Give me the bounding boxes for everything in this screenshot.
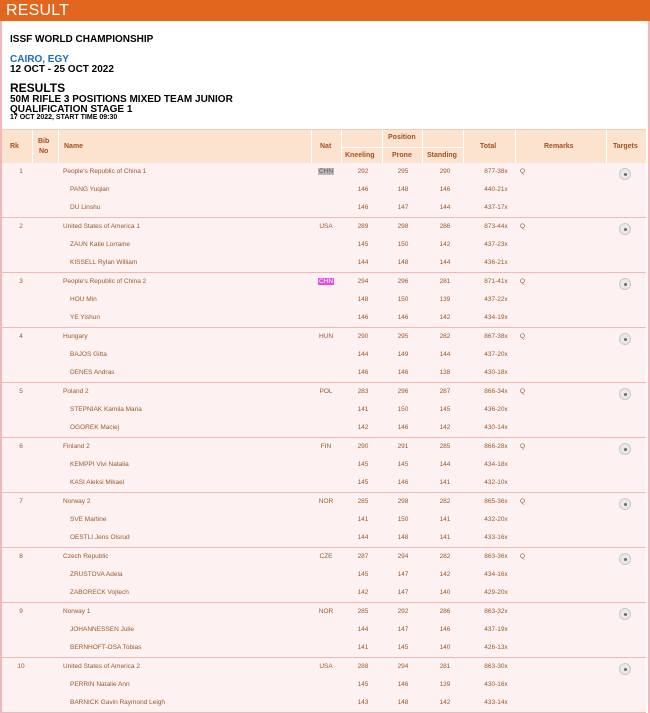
kneeling-score: 144 <box>357 259 369 266</box>
rank-cell: 2 <box>19 223 23 230</box>
total-score: 866-34x <box>484 388 508 395</box>
total-score: 432-10x <box>484 479 508 486</box>
nat-code: CZE <box>319 553 333 560</box>
prone-score: 145 <box>397 644 409 651</box>
target-icon[interactable] <box>619 168 631 180</box>
col-targets: Targets <box>613 143 638 150</box>
team-row <box>2 493 646 511</box>
athlete-name: KISSELL Rylan William <box>70 259 138 266</box>
col-position: Position <box>388 134 416 141</box>
prone-score: 150 <box>397 516 409 523</box>
nat-cell <box>312 223 340 230</box>
col-rk: Rk <box>10 143 19 150</box>
prone-score: 150 <box>397 241 409 248</box>
total-score: 863-30x <box>484 663 508 670</box>
prone-score: 147 <box>397 204 409 211</box>
team-row <box>2 603 646 621</box>
prone-score: 150 <box>397 406 409 413</box>
standing-score: 282 <box>439 498 451 505</box>
nat-code: FIN <box>320 443 332 450</box>
team-result-group <box>2 328 646 383</box>
team-name: Hungary <box>63 333 88 340</box>
total-score: 863-36x <box>484 553 508 560</box>
team-row <box>2 658 646 676</box>
rank-cell: 7 <box>19 498 23 505</box>
standing-score: 144 <box>439 461 451 468</box>
prone-score: 296 <box>397 388 409 395</box>
total-score: 436-21x <box>484 259 508 266</box>
team-name: Czech Republic <box>63 553 109 560</box>
athlete-name: BERNHOFT-OSA Tobias <box>70 644 142 651</box>
standing-score: 142 <box>439 571 451 578</box>
col-remarks: Remarks <box>544 143 574 150</box>
team-row <box>2 218 646 236</box>
nat-cell <box>312 278 340 285</box>
stage-name: QUALIFICATION STAGE 1 <box>10 104 133 115</box>
nat-cell <box>312 388 340 395</box>
standing-score: 287 <box>439 388 451 395</box>
prone-score: 298 <box>397 223 409 230</box>
athlete-row <box>2 309 646 327</box>
standing-score: 142 <box>439 314 451 321</box>
standing-score: 144 <box>439 259 451 266</box>
prone-score: 298 <box>397 498 409 505</box>
prone-score: 148 <box>397 534 409 541</box>
nat-code: NOR <box>318 608 334 615</box>
team-row <box>2 328 646 346</box>
total-score: 437-19x <box>484 626 508 633</box>
athlete-name: DENES Andras <box>70 369 115 376</box>
total-score: 436-20x <box>484 406 508 413</box>
kneeling-score: 144 <box>357 534 369 541</box>
prone-score: 150 <box>397 296 409 303</box>
athlete-name: JOHANNESSEN Julie <box>70 626 134 633</box>
start-time: 17 OCT 2022, START TIME 09:30 <box>10 114 118 121</box>
prone-score: 146 <box>397 314 409 321</box>
athlete-name: HOU Min <box>70 296 97 303</box>
prone-score: 292 <box>397 608 409 615</box>
rank-cell: 9 <box>19 608 23 615</box>
kneeling-score: 145 <box>357 241 369 248</box>
target-icon[interactable] <box>619 278 631 290</box>
nat-cell <box>312 663 340 670</box>
standing-score: 139 <box>439 296 451 303</box>
athlete-name: ZAUN Katie Lorraine <box>70 241 130 248</box>
total-score: 865-36x <box>484 498 508 505</box>
kneeling-score: 144 <box>357 351 369 358</box>
team-result-group <box>2 218 646 273</box>
total-score: 434-18x <box>484 461 508 468</box>
prone-score: 147 <box>397 626 409 633</box>
total-score: 433-14x <box>484 699 508 706</box>
kneeling-score: 148 <box>357 296 369 303</box>
kneeling-score: 143 <box>357 699 369 706</box>
total-score: 430-18x <box>484 369 508 376</box>
athlete-name: OESTLI Jens Olsrud <box>70 534 130 541</box>
athlete-name: OGOREK Maciej <box>70 424 120 431</box>
prone-score: 146 <box>397 369 409 376</box>
target-icon[interactable] <box>619 443 631 455</box>
rank-cell: 4 <box>19 333 23 340</box>
col-kneeling: Kneeling <box>345 152 375 159</box>
kneeling-score: 145 <box>357 479 369 486</box>
athlete-row <box>2 181 646 199</box>
kneeling-score: 146 <box>357 314 369 321</box>
kneeling-score: 146 <box>357 204 369 211</box>
nat-code: CHN <box>318 168 334 175</box>
standing-score: 281 <box>439 663 451 670</box>
team-row <box>2 548 646 566</box>
athlete-name: KEMPPI Vivi Natalia <box>70 461 129 468</box>
kneeling-score: 290 <box>357 443 369 450</box>
standing-score: 281 <box>439 278 451 285</box>
target-icon[interactable] <box>619 663 631 675</box>
total-score: 433-16x <box>484 534 508 541</box>
team-row <box>2 383 646 401</box>
standing-score: 141 <box>439 516 451 523</box>
team-result-group <box>2 603 646 658</box>
kneeling-score: 146 <box>357 186 369 193</box>
table-header <box>2 129 646 163</box>
city-link[interactable]: CAIRO, EGY <box>10 54 69 65</box>
team-name: Norway 2 <box>63 498 91 505</box>
col-prone: Prone <box>392 152 412 159</box>
prone-score: 148 <box>397 699 409 706</box>
kneeling-score: 287 <box>357 553 369 560</box>
total-score: 437-23x <box>484 241 508 248</box>
prone-score: 148 <box>397 259 409 266</box>
athlete-row <box>2 456 646 474</box>
team-result-group <box>2 273 646 328</box>
athlete-name: DU Linshu <box>70 204 101 211</box>
results-heading: RESULTS <box>10 81 66 95</box>
rank-cell: 5 <box>19 388 23 395</box>
kneeling-score: 142 <box>357 424 369 431</box>
athlete-row <box>2 291 646 309</box>
kneeling-score: 289 <box>357 223 369 230</box>
kneeling-score: 285 <box>357 608 369 615</box>
remarks-cell: Q <box>520 278 526 285</box>
athlete-name: ZRUSTOVA Adela <box>70 571 123 578</box>
athlete-row <box>2 584 646 602</box>
target-icon[interactable] <box>619 498 631 510</box>
col-nat: Nat <box>320 143 332 150</box>
total-score: 429-20x <box>484 589 508 596</box>
kneeling-score: 294 <box>357 278 369 285</box>
kneeling-score: 285 <box>357 498 369 505</box>
col-bib: Bib <box>38 138 50 145</box>
athlete-row <box>2 401 646 419</box>
athlete-row <box>2 199 646 217</box>
remarks-cell: Q <box>520 223 526 230</box>
standing-score: 141 <box>439 534 451 541</box>
kneeling-score: 144 <box>357 626 369 633</box>
prone-score: 145 <box>397 461 409 468</box>
results-table <box>2 129 646 713</box>
standing-score: 144 <box>439 204 451 211</box>
target-icon[interactable] <box>619 608 631 620</box>
kneeling-score: 141 <box>357 644 369 651</box>
remarks-cell: Q <box>520 443 526 450</box>
prone-score: 294 <box>397 663 409 670</box>
target-icon[interactable] <box>619 223 631 235</box>
athlete-row <box>2 694 646 712</box>
team-result-group <box>2 438 646 493</box>
prone-score: 296 <box>397 278 409 285</box>
prone-score: 148 <box>397 186 409 193</box>
prone-score: 146 <box>397 681 409 688</box>
athlete-name: BARNICK Gavin Raymond Leigh <box>70 699 166 706</box>
team-row <box>2 438 646 456</box>
total-score: 430-14x <box>484 424 508 431</box>
total-score: 434-16x <box>484 571 508 578</box>
team-name: United States of America 1 <box>63 223 140 230</box>
standing-score: 145 <box>439 406 451 413</box>
athlete-name: KASI Aleksi Mikael <box>70 479 125 486</box>
team-result-group <box>2 493 646 548</box>
team-row <box>2 163 646 181</box>
event-dates: 12 OCT - 25 OCT 2022 <box>10 64 114 75</box>
standing-score: 144 <box>439 351 451 358</box>
remarks-cell: Q <box>520 388 526 395</box>
standing-score: 146 <box>439 186 451 193</box>
prone-score: 146 <box>397 479 409 486</box>
remarks-cell: Q <box>520 498 526 505</box>
team-name: Finland 2 <box>63 443 90 450</box>
nat-cell <box>312 333 340 340</box>
kneeling-score: 145 <box>357 571 369 578</box>
target-icon[interactable] <box>619 333 631 345</box>
prone-score: 291 <box>397 443 409 450</box>
kneeling-score: 141 <box>357 516 369 523</box>
total-score: 437-22x <box>484 296 508 303</box>
total-score: 866-28x <box>484 443 508 450</box>
standing-score: 286 <box>439 608 451 615</box>
athlete-row <box>2 254 646 272</box>
target-icon[interactable] <box>619 553 631 565</box>
col-name: Name <box>64 143 84 150</box>
total-score: 437-20x <box>484 351 508 358</box>
kneeling-score: 146 <box>357 369 369 376</box>
championship-title: ISSF WORLD CHAMPIONSHIP <box>10 34 154 45</box>
standing-score: 282 <box>439 553 451 560</box>
team-name: People's Republic of China 2 <box>63 278 147 285</box>
standing-score: 142 <box>439 699 451 706</box>
athlete-name: PERRIN Natalie Ann <box>70 681 130 688</box>
nat-cell <box>312 498 340 505</box>
standing-score: 286 <box>439 223 451 230</box>
team-result-group <box>2 383 646 438</box>
total-score: 437-17x <box>484 204 508 211</box>
athlete-row <box>2 676 646 694</box>
athlete-name: YE Yishun <box>70 314 100 321</box>
prone-score: 295 <box>397 168 409 175</box>
prone-score: 147 <box>397 589 409 596</box>
remarks-cell: Q <box>520 168 526 175</box>
kneeling-score: 145 <box>357 461 369 468</box>
athlete-row <box>2 511 646 529</box>
athlete-name: PANG Yuqian <box>70 186 110 193</box>
nat-code: USA <box>319 223 333 230</box>
total-score: 426-13x <box>484 644 508 651</box>
rank-cell: 3 <box>19 278 23 285</box>
nat-cell <box>312 553 340 560</box>
event-name: 50M RIFLE 3 POSITIONS MIXED TEAM JUNIOR <box>10 94 233 105</box>
rank-cell: 1 <box>19 168 23 175</box>
kneeling-score: 145 <box>357 681 369 688</box>
prone-score: 295 <box>397 333 409 340</box>
athlete-row <box>2 236 646 254</box>
total-score: 434-19x <box>484 314 508 321</box>
standing-score: 282 <box>439 333 451 340</box>
standing-score: 290 <box>439 168 451 175</box>
prone-score: 294 <box>397 553 409 560</box>
rank-cell: 8 <box>19 553 23 560</box>
standing-score: 140 <box>439 589 451 596</box>
target-icon[interactable] <box>619 388 631 400</box>
kneeling-score: 141 <box>357 406 369 413</box>
standing-score: 140 <box>439 644 451 651</box>
team-name: People's Republic of China 1 <box>63 168 147 175</box>
athlete-row <box>2 566 646 584</box>
athlete-row <box>2 419 646 437</box>
prone-score: 147 <box>397 571 409 578</box>
team-result-group <box>2 163 646 218</box>
result-title: RESULT <box>6 2 70 19</box>
standing-score: 139 <box>439 681 451 688</box>
total-score: 873-44x <box>484 223 508 230</box>
total-score: 867-38x <box>484 333 508 340</box>
standing-score: 141 <box>439 479 451 486</box>
prone-score: 149 <box>397 351 409 358</box>
kneeling-score: 283 <box>357 388 369 395</box>
athlete-row <box>2 621 646 639</box>
rank-cell: 10 <box>17 663 25 670</box>
team-name: United States of America 2 <box>63 663 140 670</box>
nat-cell <box>312 443 340 450</box>
col-bib-no: No <box>39 148 49 155</box>
remarks-cell: Q <box>520 553 526 560</box>
athlete-row <box>2 639 646 657</box>
total-score: 871-41x <box>484 278 508 285</box>
athlete-name: SVE Martine <box>70 516 107 523</box>
athlete-name: STEPNIAK Kamila Maria <box>70 406 142 413</box>
kneeling-score: 142 <box>357 589 369 596</box>
remarks-cell: Q <box>520 333 526 340</box>
team-name: Norway 1 <box>63 608 91 615</box>
kneeling-score: 292 <box>357 168 369 175</box>
kneeling-score: 288 <box>357 663 369 670</box>
team-result-group <box>2 658 646 713</box>
standing-score: 146 <box>439 626 451 633</box>
total-score: 432-20x <box>484 516 508 523</box>
nat-code: HUN <box>318 333 334 340</box>
team-result-group <box>2 548 646 603</box>
athlete-row <box>2 529 646 547</box>
rank-cell: 6 <box>19 443 23 450</box>
standing-score: 138 <box>439 369 451 376</box>
standing-score: 142 <box>439 424 451 431</box>
team-name: Poland 2 <box>63 388 89 395</box>
athlete-row <box>2 474 646 492</box>
total-score: 430-16x <box>484 681 508 688</box>
nat-code: POL <box>319 388 333 395</box>
total-score: 863-32x <box>484 608 508 615</box>
col-standing: Standing <box>427 152 457 159</box>
team-row <box>2 273 646 291</box>
nat-cell <box>312 608 340 615</box>
prone-score: 146 <box>397 424 409 431</box>
athlete-name: BAJOS Gitta <box>70 351 107 358</box>
nat-cell <box>312 168 340 175</box>
athlete-row <box>2 346 646 364</box>
nat-code: NOR <box>318 498 334 505</box>
nat-code: CHN <box>318 278 334 285</box>
total-score: 440-21x <box>484 186 508 193</box>
standing-score: 285 <box>439 443 451 450</box>
total-score: 877-38x <box>484 168 508 175</box>
col-total: Total <box>480 143 497 150</box>
result-title-bar <box>0 0 650 21</box>
standing-score: 142 <box>439 241 451 248</box>
athlete-row <box>2 364 646 382</box>
kneeling-score: 290 <box>357 333 369 340</box>
athlete-name: ZABORECK Vojtech <box>70 589 129 596</box>
nat-code: USA <box>319 663 333 670</box>
results-body <box>2 163 646 713</box>
